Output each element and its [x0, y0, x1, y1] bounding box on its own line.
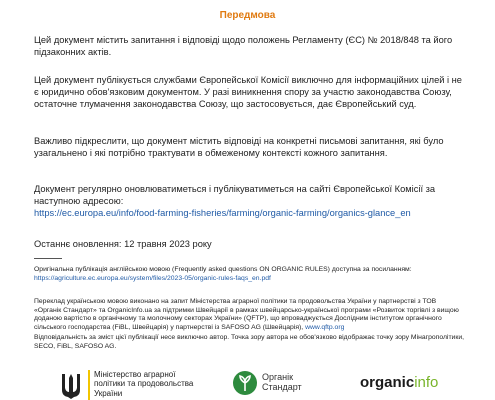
- paragraph-updates: [34, 183, 464, 220]
- organicinfo-logo-main: organic: [360, 374, 415, 391]
- original-pdf-link[interactable]: https://agriculture.ec.europa.eu/system/files/2023-05/organic-rules-faqs_en.pdf: [34, 274, 271, 282]
- qftp-link[interactable]: www.qftp.org: [305, 323, 345, 331]
- ministry-accent-bar: [88, 370, 90, 400]
- page-title: Передмова: [219, 10, 276, 21]
- footnote-responsibility: Відповідальність за зміст цієї публікації несе виключно автор. Точка зору автора не обов'язково відображає точку зору Мінагрополітики, SECO, FiBL, SAFOSO AG.: [34, 334, 465, 350]
- ministry-logo-text: Міністерство аграрної політики та продовольства України: [94, 370, 194, 398]
- footnote-divider: [34, 258, 62, 259]
- ec-source-link[interactable]: https://ec.europa.eu/info/food-farming-fisheries/farming/organic-farming/organics-glance_en: [34, 208, 411, 219]
- ukraine-trident-icon: [60, 372, 82, 400]
- footnote-translation: [34, 298, 464, 332]
- organic-standard-icon: [232, 370, 258, 396]
- footnote-translation-text: Переклад українською мовою виконано на запит Міністерства аграрної політики та продовольства України у партнерстві з ТОВ «Органік Стандарт» та OrganicInfo.ua за підтримки Швейцарії в рамках швейцарсько-української програми «Розвиток торгівлі з вищою доданою вартістю в органічному та молочному секторах України» (QFTP), що впроваджується Дослідним інститутом органічного сільського господарства (FiBL, Швейцарія) у партнерстві із SAFOSO AG (Швейцарія),: [34, 298, 459, 331]
- organic-standard-logo-text: Органік Стандарт: [262, 372, 302, 392]
- organicinfo-logo: [360, 374, 438, 391]
- footnote-original: [34, 266, 464, 283]
- paragraph-updates-text: Документ регулярно оновлюватиметься і публікуватиметься на сайті Європейської Комісії за наступною адресою:: [34, 184, 436, 207]
- footnote-original-text: Оригінальна публікація англійською мовою (Frequently asked questions ON ORGANIC RULES) доступна за посиланням:: [34, 266, 412, 273]
- paragraph-scope: Цей документ містить запитання і відповіді щодо положень Регламенту (ЄС) № 2018/848 та його підзаконних актів.: [34, 35, 453, 58]
- paragraph-disclaimer: Цей документ публікується службами Європейської Комісії виключно для інформаційних цілей і не є юридично обов'язковим документом. У разі виникнення спору за участю законодавства Союзу, остаточне тлумачення законодавства Союзу, що застосовується, дає Європейський суд.: [34, 75, 462, 110]
- organicinfo-logo-sub: info: [414, 374, 439, 391]
- last-updated: Останнє оновлення: 12 травня 2023 року: [34, 239, 212, 249]
- paragraph-context: Важливо підкреслити, що документ містить відповіді на конкретні письмові запитання, які було узагальнено і які потрібно трактувати в обмеженому контексті кожного запитання.: [34, 136, 444, 159]
- partner-logos: [0, 366, 495, 400]
